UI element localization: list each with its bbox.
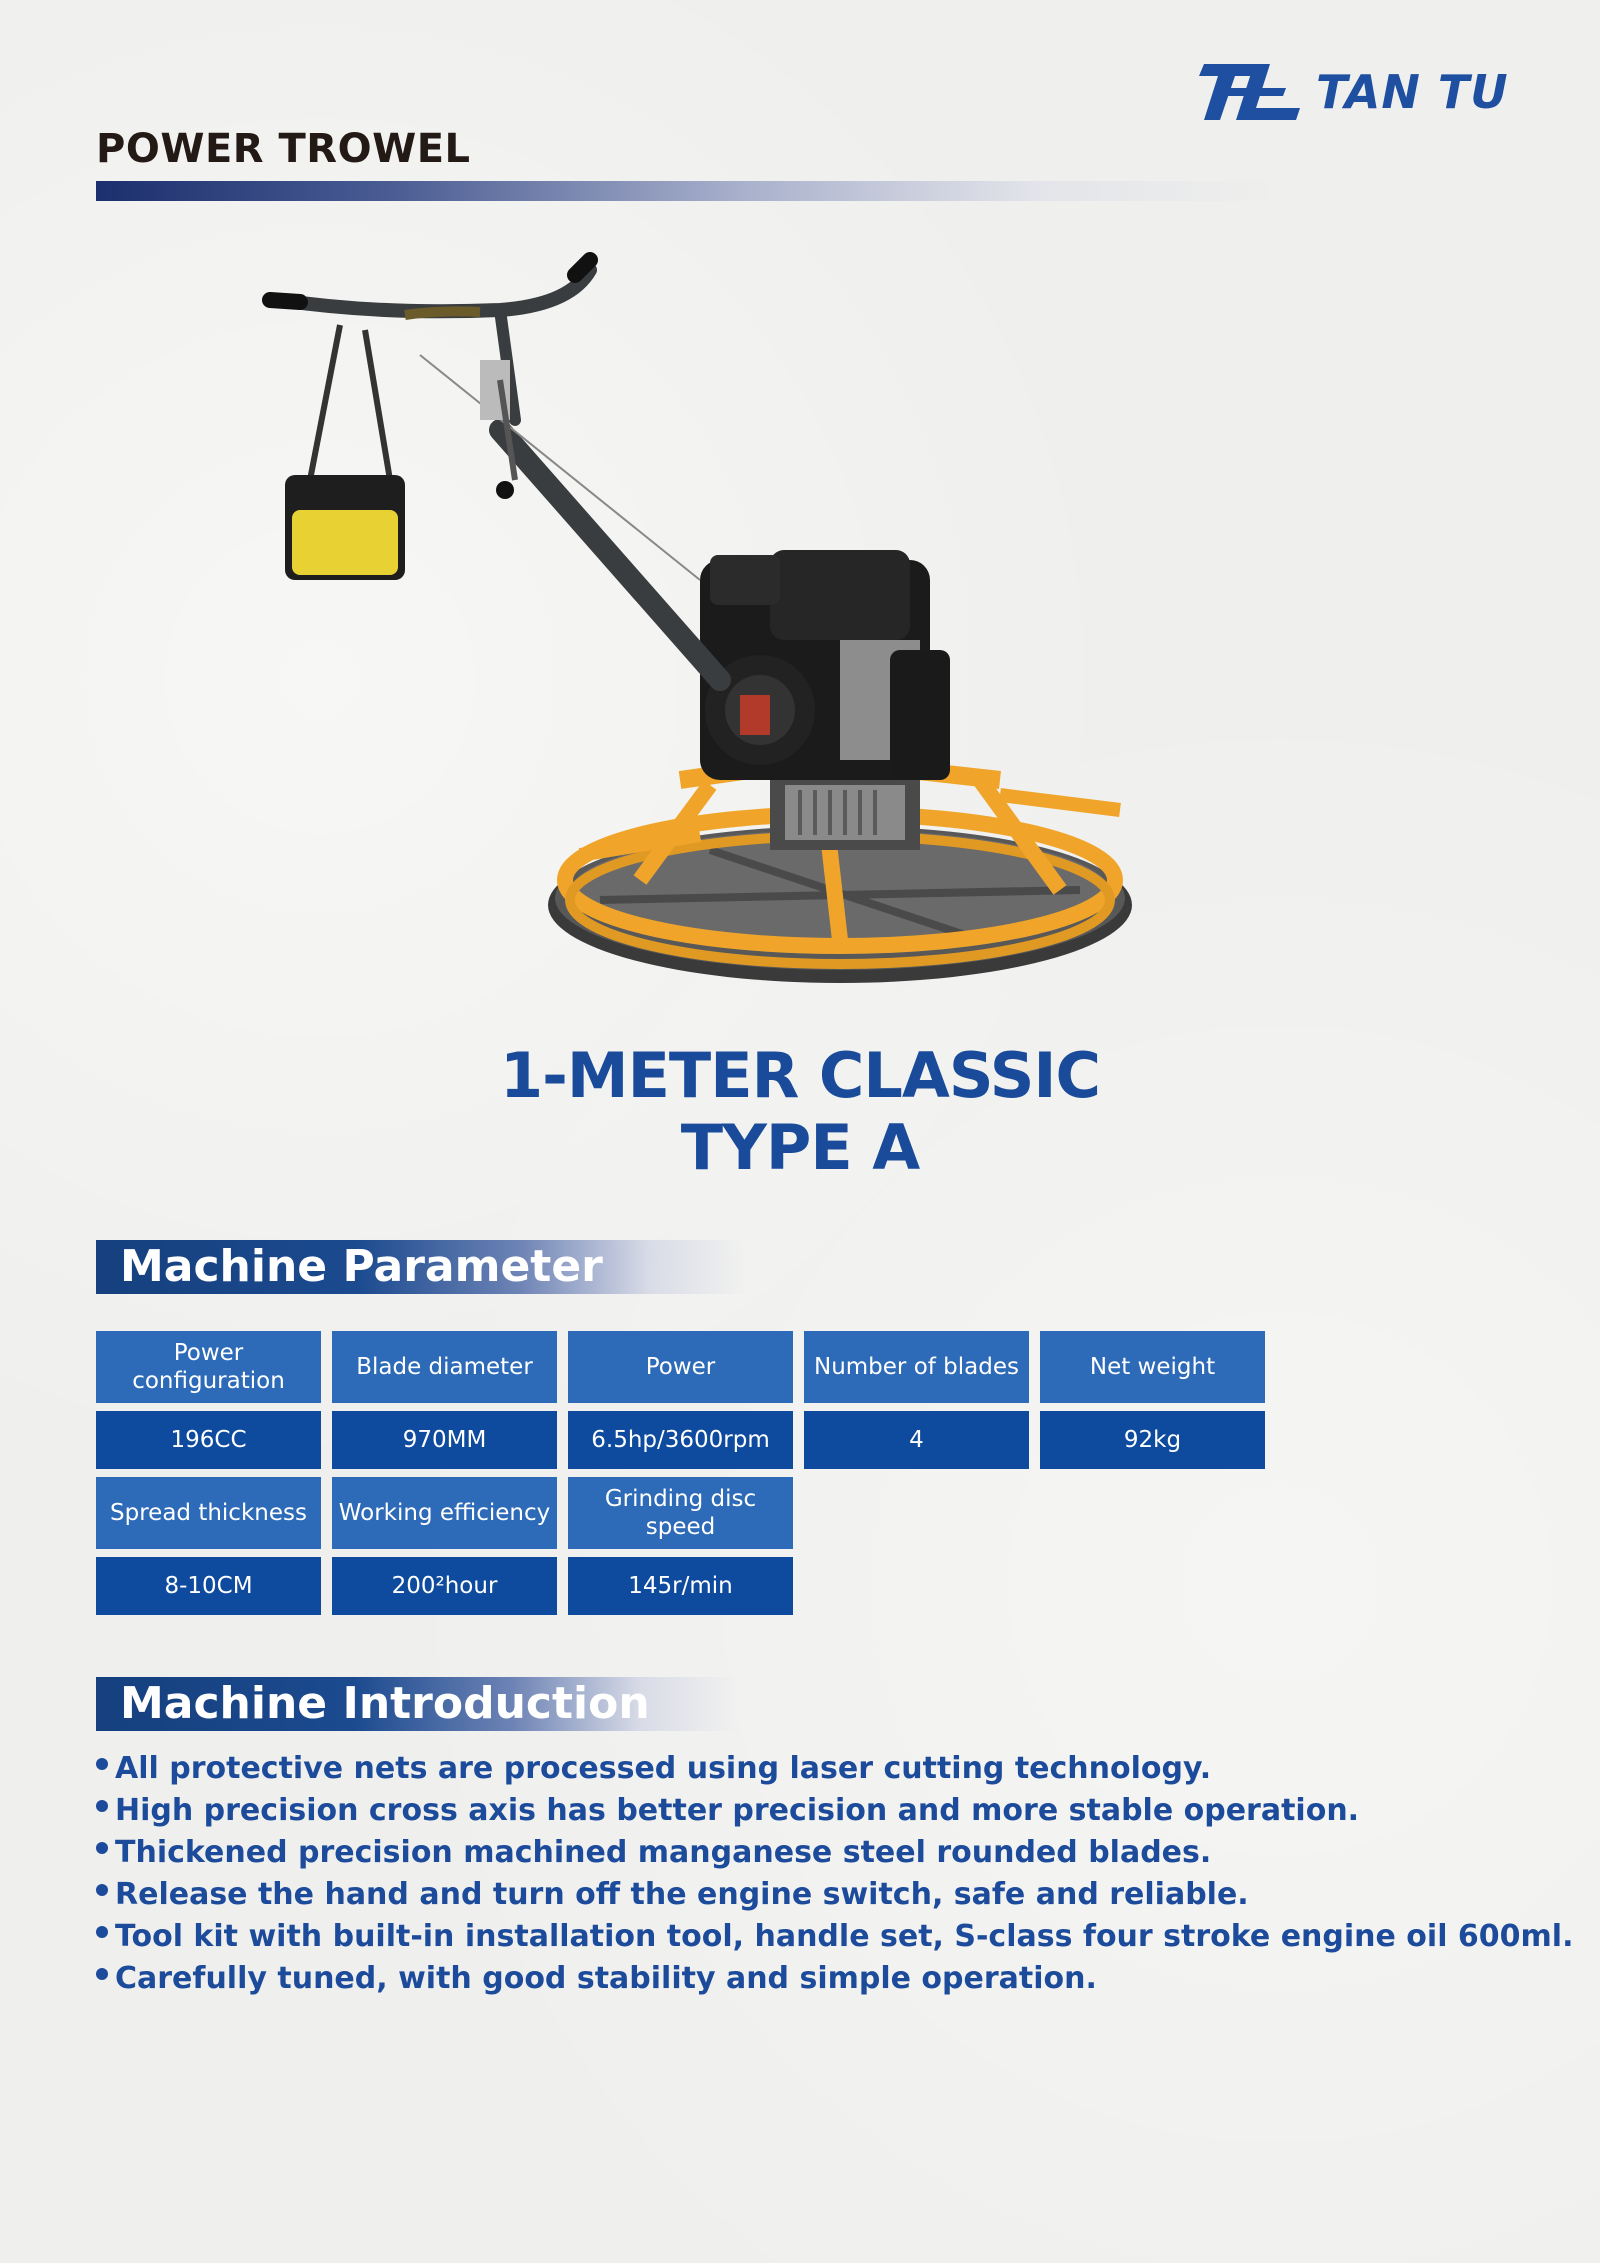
- param-header-cell: Spread thickness: [96, 1477, 321, 1549]
- param-header-cell: Working efficiency: [332, 1477, 557, 1549]
- bullet-icon: [96, 1968, 108, 1980]
- list-item: [96, 1958, 1536, 2000]
- introduction-list: [96, 1748, 1574, 2000]
- param-header-cell: Power configuration: [96, 1331, 321, 1403]
- list-item: [96, 1832, 1536, 1874]
- list-item-text: Carefully tuned, with good stability and simple operation.: [115, 1961, 1097, 1996]
- param-header-cell: Net weight: [1040, 1331, 1265, 1403]
- list-item-text: Tool kit with built-in installation tool, handle set, S-class four stroke engine oil 600ml.: [115, 1919, 1574, 1954]
- param-value-cell: 196CC: [96, 1411, 321, 1469]
- product-name: [300, 1040, 1300, 1184]
- param-value-cell: 200²hour: [332, 1557, 557, 1615]
- title-underline-bar: [96, 181, 1276, 201]
- list-item: [96, 1916, 1574, 1958]
- param-value-cell: 92kg: [1040, 1411, 1265, 1469]
- param-value-cell: 145r/min: [568, 1557, 793, 1615]
- power-trowel-image: [240, 250, 1140, 1030]
- list-item-text: Thickened precision machined manganese steel rounded blades.: [115, 1835, 1212, 1870]
- list-item: [96, 1874, 1536, 1916]
- list-item-text: All protective nets are processed using laser cutting technology.: [115, 1751, 1212, 1786]
- bullet-icon: [96, 1842, 108, 1854]
- param-header-cell: Blade diameter: [332, 1331, 557, 1403]
- param-value-cell: 970MM: [332, 1411, 557, 1469]
- brand-name: TAN TU: [1316, 65, 1509, 119]
- machine-parameter-heading: Machine Parameter: [96, 1240, 746, 1294]
- list-item: [96, 1790, 1536, 1832]
- bullet-icon: [96, 1758, 108, 1770]
- param-value-cell: 6.5hp/3600rpm: [568, 1411, 793, 1469]
- product-name-line1: 1-METER CLASSIC: [500, 1039, 1100, 1112]
- bullet-icon: [96, 1884, 108, 1896]
- bullet-icon: [96, 1800, 108, 1812]
- param-header-cell: Grinding disc speed: [568, 1477, 793, 1549]
- list-item: [96, 1748, 1536, 1790]
- list-item-text: Release the hand and turn off the engine switch, safe and reliable.: [115, 1877, 1249, 1912]
- param-value-cell: 8-10CM: [96, 1557, 321, 1615]
- list-item-text: High precision cross axis has better precision and more stable operation.: [115, 1793, 1360, 1828]
- param-header-cell: Number of blades: [804, 1331, 1029, 1403]
- product-name-line2: TYPE A: [680, 1111, 920, 1184]
- brand-logo-mark: [1190, 60, 1310, 124]
- bullet-icon: [96, 1926, 108, 1938]
- page-title: POWER TROWEL: [96, 126, 471, 172]
- param-header-cell: Power: [568, 1331, 793, 1403]
- machine-introduction-heading: Machine Introduction: [96, 1677, 736, 1731]
- param-value-cell: 4: [804, 1411, 1029, 1469]
- brand-logo: [1190, 58, 1510, 126]
